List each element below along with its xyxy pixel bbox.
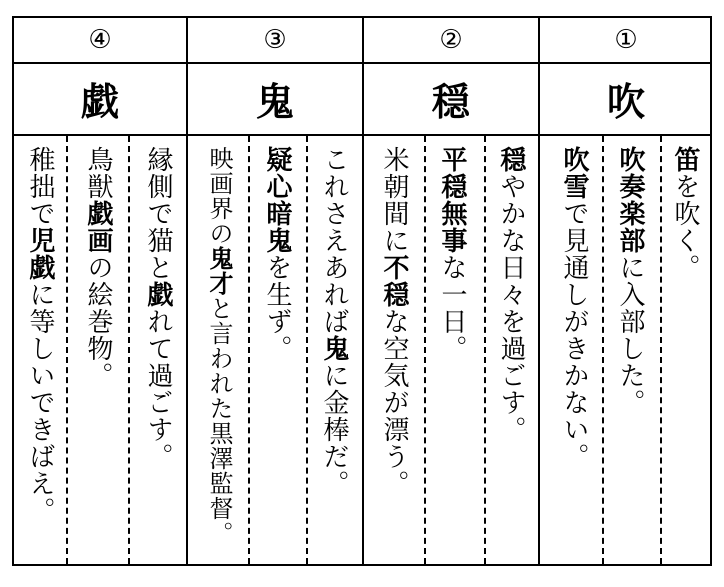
sentence-divider: [306, 136, 308, 564]
example-sentence: 笛を吹く。: [670, 146, 700, 281]
column-number-2: ②: [439, 25, 463, 55]
example-sentence: これさえあれば鬼に金棒だ。: [319, 146, 349, 497]
target-kanji-3: 鬼: [255, 78, 294, 124]
example-sentence: 映画界の鬼才と言われた黒澤監督。: [205, 146, 234, 546]
sentence-divider: [248, 136, 250, 564]
example-sentence: 鳥獣戯画の絵巻物。: [83, 146, 113, 389]
kanji-worksheet-table: [12, 16, 712, 566]
sentence-divider: [602, 136, 604, 564]
sentence-divider: [66, 136, 68, 564]
target-kanji-1: 吹: [606, 78, 645, 124]
example-sentence: 穏やかな日々を過ごす。: [496, 146, 526, 443]
sentence-divider: [424, 136, 426, 564]
column-number-4: ④: [88, 25, 112, 55]
example-sentence: 平穏無事な一日。: [437, 146, 467, 362]
sentence-divider: [660, 136, 662, 564]
example-sentence: 吹奏楽部に入部した。: [615, 146, 645, 416]
sentence-divider: [484, 136, 486, 564]
column-number-1: ①: [614, 25, 638, 55]
example-sentence: 縁側で猫と戯れて過ごす。: [143, 146, 173, 470]
target-kanji-4: 戯: [80, 78, 119, 124]
example-sentence: 吹雪で見通しがきかない。: [559, 146, 589, 470]
example-sentence: 米朝間に不穏な空気が漂う。: [379, 146, 409, 497]
column-number-3: ③: [263, 25, 287, 55]
example-sentence: 稚拙で児戯に等しいできばえ。: [25, 146, 55, 524]
example-sentence: 疑心暗鬼を生ず。: [262, 146, 292, 362]
sentence-divider: [128, 136, 130, 564]
target-kanji-2: 穏: [431, 78, 470, 124]
